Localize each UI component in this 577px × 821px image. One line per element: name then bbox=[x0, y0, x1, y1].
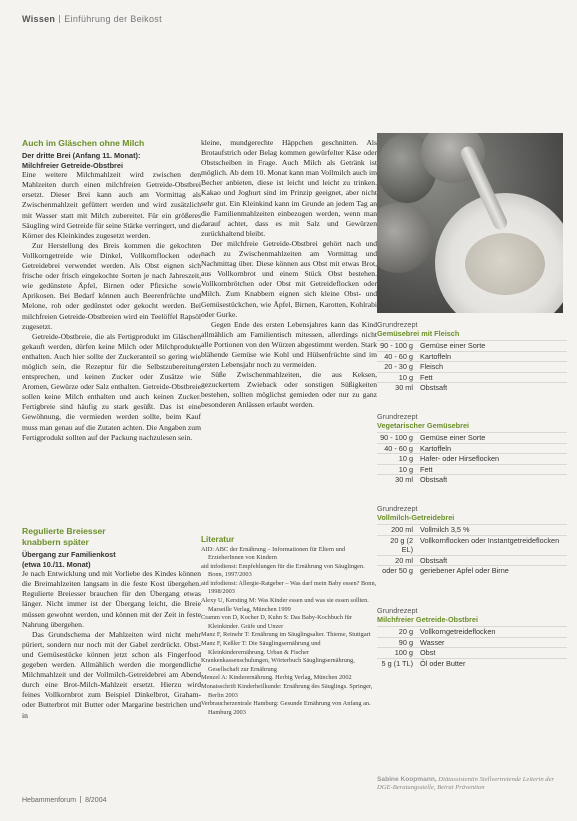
footer-issue: 8/2004 bbox=[85, 797, 107, 804]
article1-subhead-2: Milchfreier Getreide-Obstbrei bbox=[22, 160, 123, 170]
porridge-shape bbox=[465, 233, 545, 295]
recipe-name: Vollmilch-Getreidebrei bbox=[377, 513, 455, 522]
header-divider bbox=[59, 15, 60, 23]
article2-subhead-1: Übergang zur Familienkost bbox=[22, 550, 116, 559]
article1-paragraph: Eine weitere Milchmahlzeit wird zwischen den Mahlzeiten durch einen milchfreien Getreide-Obstbrei ersetzt. Dieser Brei kann auch am Vormittag als Zwischenmahlzeit gefüttert werden und wird zusätzlich mit Wasser statt mit Milch zubereitet. Für ein größeres Säugling wird Getreide für seine Stärke verringert, und die Körner des Kleinkindes zugesetzt werden. bbox=[22, 170, 201, 240]
recipe-row: 200 ml Vollmilch 3,5 % bbox=[377, 524, 567, 535]
article-column-1 bbox=[22, 138, 201, 443]
article2-subhead-2: (etwa 10./11. Monat) bbox=[22, 559, 91, 569]
article3-paragraph: kleine, mundgerechte Häppchen geschnitten. Als Brotaufstrich oder Belag kommen gewürfelter Käse oder Obstscheiben in Frage. Auch Milch als Getränk ist möglich. Ab dem 10. Monat kann man Vollmilch auch im Becher anbieten, diese ist leicht und leicht zu trinken. Kakao und Joghurt sind im Prinzip geeignet, aber nicht sehr gut. Ein Kleinkind kann im Grunde an jedem Tag an die Familienmahlzeiten einbezogen werden, wenn man darauf achtet, dass es mit Salz und Gewürzen zurückhaltend bleibt. bbox=[201, 138, 377, 238]
literature-item: Cramm von D, Kocher D, Kuhn S: Das Baby-Kochbuch für Kleinkinder. Gräfe und Unzer bbox=[201, 614, 352, 630]
recipe-row: 100 g Obst bbox=[377, 647, 567, 658]
literature-section bbox=[201, 534, 377, 717]
article3-paragraph: Der milchfreie Getreide-Obstbrei gehört nach und nach zu Zwischenmahlzeiten am Vormittag und Nachmittag über. Diese können aus Obst mit etwas Brot, aus Vollkornbrot und einem Stück Obst bestehen. Vollkornbrötchen oder Obst mit Getreideflocken oder Milch. Zum Knabbern eignen sich kleine Obst- und Gemüsestückchen, wie Äpfel, Birnen, Karotten, Kohlrabi oder Gurke. bbox=[201, 238, 377, 319]
footer-divider bbox=[80, 796, 81, 803]
literature-item: aid infodienst: Allergie-Ratgeber – Was darf mein Baby essen? Bonn, 1998/2003 bbox=[201, 580, 377, 596]
recipe-name: Milchfreier Getreide-Obstbrei bbox=[377, 615, 478, 624]
page-header bbox=[22, 14, 162, 24]
recipe-name: Gemüsebrei mit Fleisch bbox=[377, 329, 460, 338]
literature-item: Verbraucherzentrale Hamburg: Gesunde Ernährung von Anfang an. Hamburg 2003 bbox=[201, 700, 371, 716]
recipe-label: Grundrezept bbox=[377, 320, 418, 329]
author-name: Sabine Koopmann, bbox=[377, 776, 437, 783]
literature-item: Monatsschrift Kinderheilkunde: Ernährung des Säuglings. Springer, Berlin 2003 bbox=[201, 683, 373, 699]
recipe-row: 10 g Hafer- oder Hirseflocken bbox=[377, 453, 567, 464]
recipe-row: 20 ml Obstsaft bbox=[377, 555, 567, 566]
photo-porridge-with-apples bbox=[377, 133, 563, 313]
recipe-row: 90 - 100 g Gemüse einer Sorte bbox=[377, 340, 567, 351]
article3-paragraph: Süße Zwischenmahlzeiten, die aus Keksen, gezuckertem Zwieback oder sonstigen Süßigkeiten bestehen, sollten möglichst gemieden oder nur zu ganz besonderen Anlässen erlaubt werden. bbox=[201, 370, 377, 410]
article3-paragraph: Gegen Ende des ersten Lebensjahres kann das Kind allmählich am Familientisch mitessen, allerdings nicht alle Portionen von den Würzen abgestimmt werden. Stark blähende Gemüse wie Kohl und Hülsenfrüchte sind im ersten Lebensjahr noch zu vermeiden. bbox=[201, 319, 377, 370]
recipe-row: 90 - 100 g Gemüse einer Sorte bbox=[377, 432, 567, 443]
recipe-label: Grundrezept bbox=[377, 606, 418, 615]
recipe-box bbox=[377, 504, 567, 576]
article2-block bbox=[22, 526, 201, 721]
article1-paragraph: Zur Herstellung des Breis kommen die gekochten Vollkorngetreide wie Dinkel, Vollkornflocken oder Getreidebrei verwendet werden. Als Obst eignen sich frische oder frisch eingekochte Sorten je nach Jahreszeit, wie gedünstete Äpfel, Birnen oder Pfirsiche sowie Aprikosen. Bei Bedarf können auch Beerenfrüchte und Melone, roh oder gedünstet oder gekocht werden. Bei milchfreien Getreide-Obstbreien wird ein Teelöffel Rapsöl zugesetzt. bbox=[22, 240, 201, 331]
article1-heading: Auch im Gläschen ohne Milch bbox=[22, 138, 145, 148]
apple-shape bbox=[377, 203, 433, 273]
recipe-row: 40 - 60 g Kartoffeln bbox=[377, 443, 567, 454]
recipe-name: Vegetarischer Gemüsebrei bbox=[377, 421, 470, 430]
article2-paragraph: Das Grundschema der Mahlzeiten wird nicht mehr püriert, sondern nur noch mit der Gabel zerdrückt. Obst- und Gemüsestücke können jetzt schon als Fingerfood gegeben werden. Allmählich werden die morgendliche Milchmahlzeit und der Vollmilch-Getreidebrei am Abend durch eine Brot-Milch-Mahlzeit ersetzt. Hierzu wird feines Vollkornbrot zum Beispiel Dinkelbrot, Graham- oder Butterbrot mit Butter oder Margarine bestrichen und in bbox=[22, 629, 201, 720]
recipe-box bbox=[377, 320, 567, 393]
article1-paragraph: Getreide-Obstbreie, die als Fertigprodukt im Gläschen gekauft werden, dürfen keine Milch oder Milchprodukte enthalten. Auch hier sollte der Zuckeranteil so gering wie möglich sein, die Rezeptur für die Selbstzubereitung entsprechen, und keinen Zucker oder Zusätze wie Aromen, Gewürze oder Salz enthalten. Getreide-Obstbreie sollen keine Milch enthalten und auch keinen Zucker. Fertigbreie sind häufig zu stark gesüßt. Das ist eine Gewöhnung, die vermieden werden sollte, beim Kauf muss man genau auf die Zutaten achten. Die Angaben zum Fertigprodukt sollten auf der Packung nachzulesen sein. bbox=[22, 331, 201, 442]
literature-item: Krankenkassenschulungen, Wörterbuch Säuglingsernährung, Gesellschaft zur Ernährung bbox=[201, 657, 355, 673]
article2-paragraph: Je nach Entwicklung und mit Vorliebe des Kindes können die Breimahlzeiten langsam in die feste Kost übergehen. Regulierte Breiesser brauchen für den Übergang etwas länger. Nicht immer ist der Übergang leicht, die Breie müssen gewohnt werden, und können mit der Zeit in feste Nahrung übergehen. bbox=[22, 569, 201, 629]
article-column-2 bbox=[201, 138, 377, 411]
recipe-box bbox=[377, 606, 567, 668]
author-role: Diätassistentin bbox=[438, 776, 478, 783]
recipe-label: Grundrezept bbox=[377, 504, 418, 513]
recipe-row: 90 g Wasser bbox=[377, 637, 567, 648]
author-description: Stellvertretende Leiterin der DGE-Beratungsstelle, Beirat Prävention bbox=[377, 776, 555, 792]
recipe-row: oder 50 g geriebener Apfel oder Birne bbox=[377, 565, 567, 576]
author-caption bbox=[377, 776, 567, 793]
recipe-row: 10 g Fett bbox=[377, 464, 567, 475]
header-title: Einführung der Beikost bbox=[64, 14, 162, 24]
recipe-row: 5 g (1 TL) Öl oder Butter bbox=[377, 658, 567, 669]
literature-item: Manz F, Keßler T: Die Säuglingsernährung und Kleinkinderernährung. Urban & Fischer bbox=[201, 640, 321, 656]
footer-journal: Hebammenforum bbox=[22, 797, 77, 804]
literature-title: Literatur bbox=[201, 535, 235, 544]
article2-heading: Regulierte Breiesser bbox=[22, 526, 106, 536]
recipe-row: 20 - 30 g Fleisch bbox=[377, 361, 567, 372]
article1-subhead-1: Der dritte Brei (Anfang 11. Monat): bbox=[22, 151, 141, 160]
recipe-box bbox=[377, 412, 567, 485]
recipe-row: 20 g Vollkorngetreideflocken bbox=[377, 626, 567, 637]
recipe-row: 30 ml Obstsaft bbox=[377, 474, 567, 485]
recipe-row: 20 g (2 EL) Vollkornflocken oder Instantgetreideflocken bbox=[377, 535, 567, 555]
literature-item: aid infodienst: Empfehlungen für die Ernährung von Säuglingen. Bonn, 1997/2003 bbox=[201, 563, 365, 579]
literature-item: Alexy U, Kersting M: Was Kinder essen und was sie essen sollten. Marseille Verlag, München 1999 bbox=[201, 597, 369, 613]
header-section: Wissen bbox=[22, 14, 56, 24]
recipe-row: 30 ml Obstsaft bbox=[377, 382, 567, 393]
literature-item: AID: ABC der Ernährung – Informationen für Eltern und ErzieherInnen von Kindern bbox=[201, 546, 346, 562]
recipe-label: Grundrezept bbox=[377, 412, 418, 421]
page-footer bbox=[22, 796, 107, 804]
recipe-row: 40 - 60 g Kartoffeln bbox=[377, 351, 567, 362]
article2-heading-line-2: knabbern später bbox=[22, 537, 89, 547]
literature-item: Manz F, Reinehr T: Ernährung im Säuglingsalter. Thieme, Stuttgart bbox=[201, 631, 371, 639]
literature-item: Menzel A: Kinderernährung. Herbig Verlag, München 2002 bbox=[201, 674, 352, 682]
recipe-row: 10 g Fett bbox=[377, 372, 567, 383]
